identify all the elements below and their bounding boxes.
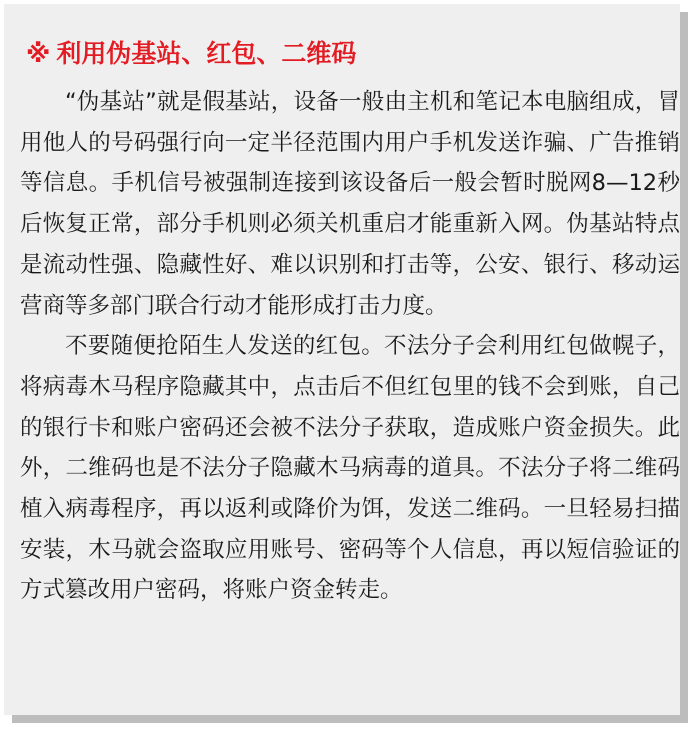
paragraph-red-packet-qr-code: 不要随便抢陌生人发送的红包。不法分子会利用红包做幌子，将病毒木马程序隐藏其中，点击后不但红包里的钱不会到账，自己的银行卡和账户密码还会被不法分子获取，造成账户资金损失。此外，二维码也是不法分子隐藏木马病毒的道具。不法分子将二维码植入病毒程序，再以返利或降价为饵，发送二维码。一旦轻易扫描安装，木马就会盗取应用账号、密码等个人信息，再以短信验证的方式篡改用户密码，将账户资金转走。 [20, 333, 680, 604]
section-heading [26, 34, 356, 74]
paragraph-fake-base-station: “伪基站”就是假基站，设备一般由主机和笔记本电脑组成，冒用他人的号码强行向一定半径范围内用户手机发送诈骗、广告推销等信息。手机信号被强制连接到该设备后一般会暂时脱网8—12秒后恢复正常，部分手机则必须关机重启才能重新入网。伪基站特点是流动性强、隐藏性好、难以识别和打击等，公安、银行、移动运营商等多部门联合行动才能形成打击力度。 [20, 89, 680, 319]
heading-text: 利用伪基站、红包、二维码 [56, 39, 357, 68]
article-body [20, 82, 680, 611]
reference-mark-icon: ※ [26, 39, 51, 68]
article-card [4, 4, 680, 715]
